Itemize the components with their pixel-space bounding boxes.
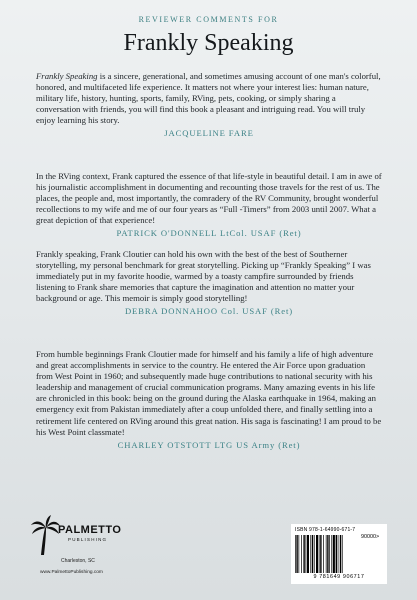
barcode-digits: 9 781649 906717 [313, 574, 365, 580]
barcode-bar [319, 535, 320, 573]
book-title: Frankly Speaking [123, 30, 294, 56]
review-body: is a sincere, generational, and sometimes amusing account of one man's colorful, honored, and multifaceted life experience. It matters not where your interest lies: human nature, military life, history, hunting, sports, family, RVing, pets, cooking, or simply sharing a conversation with friends, you will find this book a pleasant and intriguing read. You will truly enjoy learning his story. [36, 71, 381, 126]
barcode-bar [303, 535, 304, 573]
barcode-bar [340, 535, 341, 573]
palm-tree-icon [30, 514, 60, 556]
review-4 [36, 349, 382, 451]
review-text: In the RVing context, Frank captured the essence of that life-style in beautiful detail. I am in awe of his journalistic accomplishment in documenting and recounting those travels for the rest of us. The places, the people and, most importantly, the comradery of the RV Community, brought wonderful recollections to my wife and me of our four years as “Full -Timers” from 2003 until 2007. What a great depiction of that experience! [36, 171, 382, 226]
publisher-sub: PUBLISHING [68, 537, 108, 542]
barcode-bar [295, 535, 296, 573]
review-text: From humble beginnings Frank Cloutier made for himself and his family a life of high adventure and great accomplishments in service to the country. He entered the Air Force upon graduation from West Point in 1960; and subsequently made huge contributions to national security with his leadership and management of crucial communication programs. Many amazing events in his life are chronicled in this book: being on the ground during the Alaska earthquake in 1964, making an emergency exit from Pakistan immediately after a coup unfolded there, and finally settling into a retirement life centered on RVing around this great nation. His saga is fascinating! I am proud to be his West Point classmate! [36, 349, 382, 437]
barcode-bar [314, 535, 315, 573]
review-signature: JACQUELINE FARE [164, 128, 254, 139]
review-signature: PATRICK O'DONNELL LtCol. USAF (Ret) [116, 228, 302, 239]
publisher-name: PALMETTO [58, 524, 122, 536]
price-code: 90000> [361, 534, 380, 540]
barcode-bar [338, 535, 339, 573]
barcode [291, 524, 387, 584]
barcode-bar [299, 535, 300, 573]
barcode-bar [329, 535, 330, 573]
barcode-bar [342, 535, 343, 573]
review-signature: CHARLEY OTSTOTT LTG US Army (Ret) [117, 439, 301, 450]
barcode-bar [327, 535, 328, 573]
isbn-label: ISBN 978-1-64990-671-7 [295, 527, 356, 533]
barcode-bar [320, 535, 321, 573]
publisher-logo [30, 514, 120, 584]
review-text [36, 71, 382, 126]
book-title-ref: Frankly Speaking [36, 71, 98, 81]
barcode-bar [336, 535, 337, 573]
publisher-city: Charleston, SC [61, 558, 95, 564]
barcode-bars [295, 535, 359, 573]
barcode-bar [333, 535, 335, 573]
barcode-bar [326, 535, 327, 573]
publisher-url: www.PalmettoPublishing.com [40, 570, 103, 575]
review-2 [36, 171, 382, 240]
barcode-bar [296, 535, 297, 573]
review-signature: DEBRA DONNAHOO Col. USAF (Ret) [124, 306, 294, 317]
review-text: Frankly speaking, Frank Cloutier can hold his own with the best of the best of Southerner storytelling, my personal benchmark for great storytelling. Picking up “Frankly Speaking” I was immediately put in my favorite hoodie, warmed by a toasty campfire surrounded by friends listening to Frank share memories that capture the imagination and attention no matter your background or age. This memoir is simply good storytelling! [36, 249, 371, 304]
barcode-bar [301, 535, 302, 573]
barcode-bar [331, 535, 332, 573]
barcode-bar [316, 535, 318, 573]
barcode-bar [312, 535, 313, 573]
barcode-bar [323, 535, 324, 573]
header-kicker: REVIEWER COMMENTS FOR [138, 15, 279, 24]
barcode-bar [307, 535, 309, 573]
review-3 [36, 249, 382, 318]
barcode-bar [306, 535, 307, 573]
barcode-bar [310, 535, 311, 573]
review-1 [36, 71, 382, 140]
